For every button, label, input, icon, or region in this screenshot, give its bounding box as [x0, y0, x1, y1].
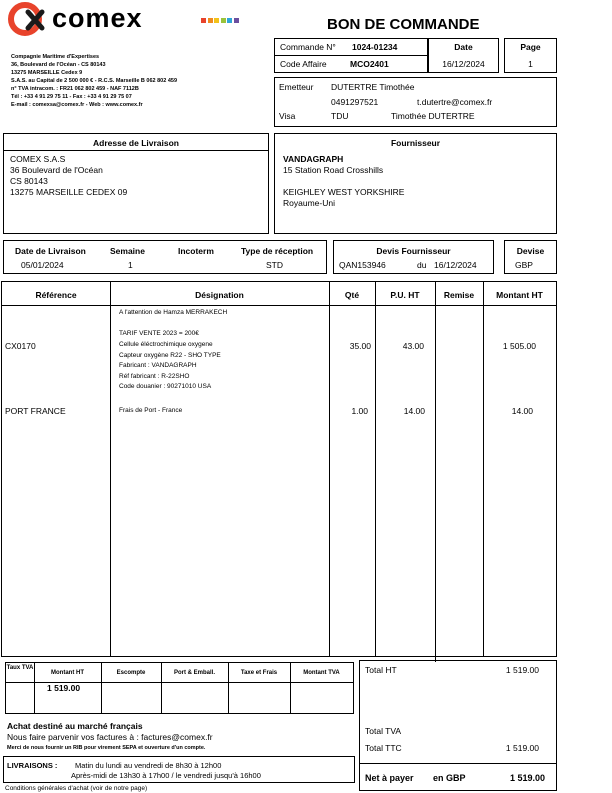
col-header-designation: Désignation: [195, 290, 244, 300]
order-number-label: Commande N°: [280, 42, 336, 52]
reception-label: Type de réception: [241, 246, 314, 256]
delivery-date: 05/01/2024: [21, 260, 64, 270]
order-number-box: [274, 38, 428, 73]
totals-box: [359, 660, 557, 791]
row-designation-line: Réf fabricant : R-22SHO: [119, 373, 190, 380]
quote-du: du: [417, 260, 427, 270]
supplier-title: Fournisseur: [390, 138, 441, 148]
company-name: Compagnie Maritime d'Expertises: [11, 54, 100, 60]
order-page-box: [504, 38, 557, 73]
delivery-address-box: [3, 133, 269, 234]
quote-label: Devis Fournisseur: [376, 246, 451, 256]
supplier-line1: 15 Station Road Crosshills: [283, 165, 384, 175]
emitter-label: Emetteur: [279, 82, 314, 92]
order-number: 1024-01234: [352, 42, 398, 52]
company-legal: S.A.S. au Capital de 2 500 000 € - R.C.S. Marseille B 062 802 459: [11, 78, 178, 84]
tax-row-ht: 1 519.00: [47, 683, 81, 693]
tax-table: [5, 662, 354, 714]
logo-color-dot: [227, 18, 232, 23]
french-market-note: Achat destiné au marché français: [7, 721, 143, 731]
net-currency: en GBP: [433, 773, 466, 783]
total-tva-label: Total TVA: [365, 726, 402, 736]
logo-color-dot: [234, 18, 239, 23]
deliveries-line1: Matin du lundi au vendredi de 8h30 à 12h00: [75, 761, 222, 770]
currency-box: [504, 240, 557, 274]
delivery-address-line: 36 Boulevard de l'Océan: [10, 165, 103, 175]
emitter-box: [274, 77, 557, 127]
emitter-phone: 0491297521: [331, 97, 379, 107]
conditions-note: Conditions générales d'achat (voir de notre page): [5, 785, 148, 792]
visa-code: TDU: [331, 111, 349, 121]
row-reference: CX0170: [5, 341, 36, 351]
deliveries-label: LIVRAISONS :: [7, 761, 58, 770]
logo-mark-icon: [8, 2, 52, 36]
logo-color-dot: [214, 18, 219, 23]
total-ttc-label: Total TTC: [365, 743, 402, 753]
supplier-box: [274, 133, 557, 234]
total-ht-label: Total HT: [365, 665, 397, 675]
comex-logo: [8, 2, 243, 36]
net-to-pay-label: Net à payer: [365, 773, 414, 783]
week: 1: [128, 260, 133, 270]
week-label: Semaine: [110, 246, 145, 256]
row-designation-line: Cellule éléctrochimique oxygene: [119, 341, 213, 348]
row-designation-line: Fabricant : VANDAGRAPH: [119, 362, 197, 369]
invoices-note: Nous faire parvenir vos factures à : factures@comex.fr: [7, 732, 213, 742]
delivery-address-line: 13275 MARSEILLE CEDEX 09: [10, 187, 128, 197]
emitter-email: t.dutertre@comex.fr: [417, 97, 493, 107]
quote-date: 16/12/2024: [434, 260, 477, 270]
affaire-code: MCO2401: [350, 59, 389, 69]
logo-wordmark: comex: [52, 3, 143, 33]
net-to-pay: 1 519.00: [509, 773, 545, 783]
logo-color-dots: [201, 18, 241, 24]
col-header-remise: Remise: [443, 290, 475, 300]
tax-header-rate: Taux TVA: [6, 665, 34, 671]
quote-box: [333, 240, 494, 274]
company-phone: Tél : +33 4 91 29 75 11 - Fax : +33 4 91 29 75 07: [11, 94, 132, 100]
tax-header-fees: Taxe et Frais: [240, 670, 278, 676]
quote-number: QAN153946: [339, 260, 386, 270]
order-date-label: Date: [454, 42, 473, 52]
row-designation-line: A l'attention de Hamza MERRAKECH: [119, 309, 228, 316]
row-designation-line: Frais de Port - France: [119, 407, 183, 414]
incoterm-label: Incoterm: [178, 246, 214, 256]
visa-name: Timothée DUTERTRE: [391, 111, 475, 121]
supplier-name: VANDAGRAPH: [283, 154, 344, 164]
row-unit-price: 14.00: [403, 406, 425, 416]
rib-note: Merci de nous fournir un RIB pour virement SEPA et ouverture d'un compte.: [7, 745, 206, 751]
delivery-address-line: COMEX S.A.S: [10, 154, 66, 164]
total-ht: 1 519.00: [505, 665, 539, 675]
deliveries-line2: Après-midi de 13h30 à 17h00 / le vendredi jusqu'à 16h00: [71, 771, 261, 780]
row-designation-line: TARIF VENTE 2023 = 200€: [119, 330, 199, 337]
delivery-address-line: CS 80143: [10, 176, 48, 186]
tax-header-discount: Escompte: [116, 670, 146, 676]
reception: STD: [266, 260, 283, 270]
col-header-montant: Montant HT: [496, 290, 543, 300]
company-address2: 13275 MARSEILLE Cedex 9: [11, 70, 83, 76]
order-page: 1: [528, 59, 533, 69]
row-reference: PORT FRANCE: [5, 406, 66, 416]
logo-color-dot: [208, 18, 213, 23]
delivery-info-box: [3, 240, 327, 274]
supplier-line4: Royaume-Uni: [283, 198, 335, 208]
emitter-name: DUTERTRE Timothée: [331, 82, 415, 92]
tax-header-shipping: Port & Emball.: [173, 670, 215, 676]
row-amount: 1 505.00: [502, 341, 536, 351]
tax-header-vat: Montant TVA: [303, 670, 340, 676]
tax-header-ht: Montant HT: [51, 670, 84, 676]
col-header-reference: Référence: [35, 290, 77, 300]
order-date: 16/12/2024: [442, 59, 485, 69]
row-designation-line: Capteur oxygène R22 - SHO TYPE: [119, 352, 221, 359]
logo-color-dot: [201, 18, 206, 23]
row-unit-price: 43.00: [402, 341, 424, 351]
deliveries-box: [3, 756, 355, 783]
order-date-box: [428, 38, 499, 73]
supplier-line3: KEIGHLEY WEST YORKSHIRE: [283, 187, 405, 197]
currency: GBP: [515, 260, 533, 270]
document-title: BON DE COMMANDE: [327, 16, 480, 33]
order-page-label: Page: [520, 42, 541, 52]
order-lines-table: [1, 281, 557, 657]
delivery-address-title: Adresse de Livraison: [93, 138, 179, 148]
total-ttc: 1 519.00: [505, 743, 539, 753]
row-qty: 1.00: [351, 406, 368, 416]
affaire-label: Code Affaire: [280, 59, 327, 69]
company-address1: 36, Boulevard de l'Océan - CS 80143: [11, 62, 106, 68]
company-email: E-mail : comexsa@comex.fr - Web : www.comex.fr: [11, 102, 143, 108]
col-header-pu: P.U. HT: [390, 290, 420, 300]
delivery-date-label: Date de Livraison: [15, 246, 86, 256]
row-amount: 14.00: [511, 406, 533, 416]
company-vat: n° TVA intracom. : FR21 062 802 459 - NAF 7112B: [11, 86, 139, 92]
row-qty: 35.00: [349, 341, 371, 351]
logo-color-dot: [221, 18, 226, 23]
visa-label: Visa: [279, 111, 296, 121]
col-header-qty: Qté: [344, 290, 360, 300]
currency-label: Devise: [516, 246, 545, 256]
row-designation-line: Code douanier : 90271010 USA: [119, 383, 212, 390]
